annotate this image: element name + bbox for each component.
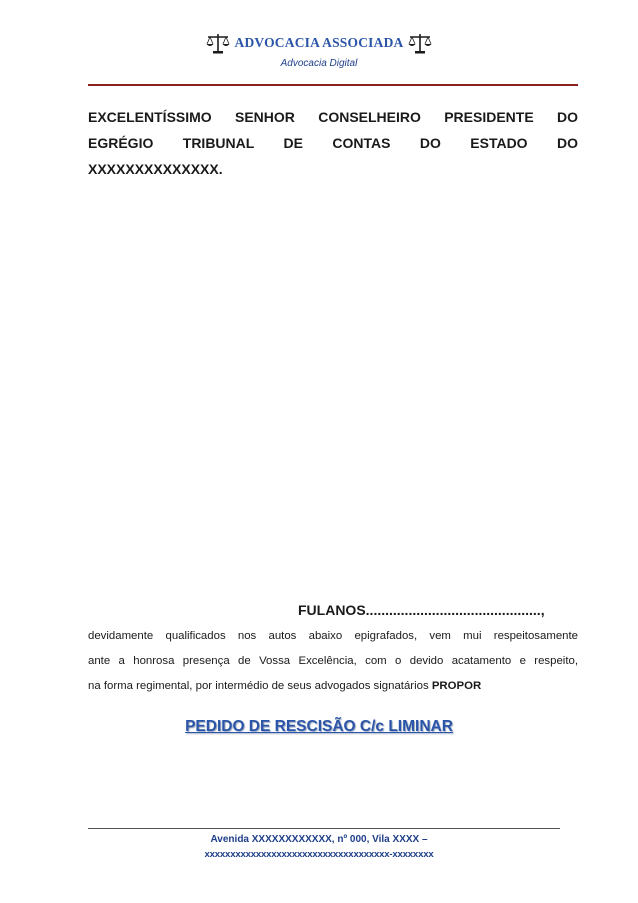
addressee-line: EXCELENTÍSSIMO SENHOR CONSELHEIRO PRESIDENTE DO xyxy=(88,109,578,125)
scales-of-justice-icon xyxy=(206,32,230,54)
letterhead xyxy=(0,32,638,54)
body-line-text: na forma regimental, por intermédio de seus advogados signatários xyxy=(88,680,429,692)
addressee-line: XXXXXXXXXXXXXX. xyxy=(88,161,223,177)
footer-address: Avenida XXXXXXXXXXXX, nº 000, Vila XXXX – xyxy=(210,834,428,845)
body-line: ante a honrosa presença de Vossa Excelência, com o devido acatamento e respeito, xyxy=(88,655,578,667)
addressee-block xyxy=(88,104,578,182)
party-name: FULANOS............................................., xyxy=(298,602,545,618)
footer-divider xyxy=(88,828,560,829)
body-line xyxy=(88,674,578,699)
petition-title: PEDIDO DE RESCISÃO C/c LIMINAR xyxy=(185,718,453,735)
letterhead-subtitle: Advocacia Digital xyxy=(280,58,358,69)
brand-name: ADVOCACIA ASSOCIADA xyxy=(234,35,404,50)
body-line: devidamente qualificados nos autos abaixo epigrafados, vem mui respeitosamente xyxy=(88,630,578,642)
addressee-line: EGRÉGIO TRIBUNAL DE CONTAS DO ESTADO DO xyxy=(88,135,578,151)
header-divider xyxy=(88,84,578,86)
petition-heading xyxy=(0,718,638,736)
footer-line-2: xxxxxxxxxxxxxxxxxxxxxxxxxxxxxxxxxxxx-xxxxxxxx xyxy=(204,849,434,860)
body-line-emphasis: PROPOR xyxy=(431,680,482,692)
body-paragraph xyxy=(88,624,578,699)
scales-of-justice-icon xyxy=(408,32,432,54)
